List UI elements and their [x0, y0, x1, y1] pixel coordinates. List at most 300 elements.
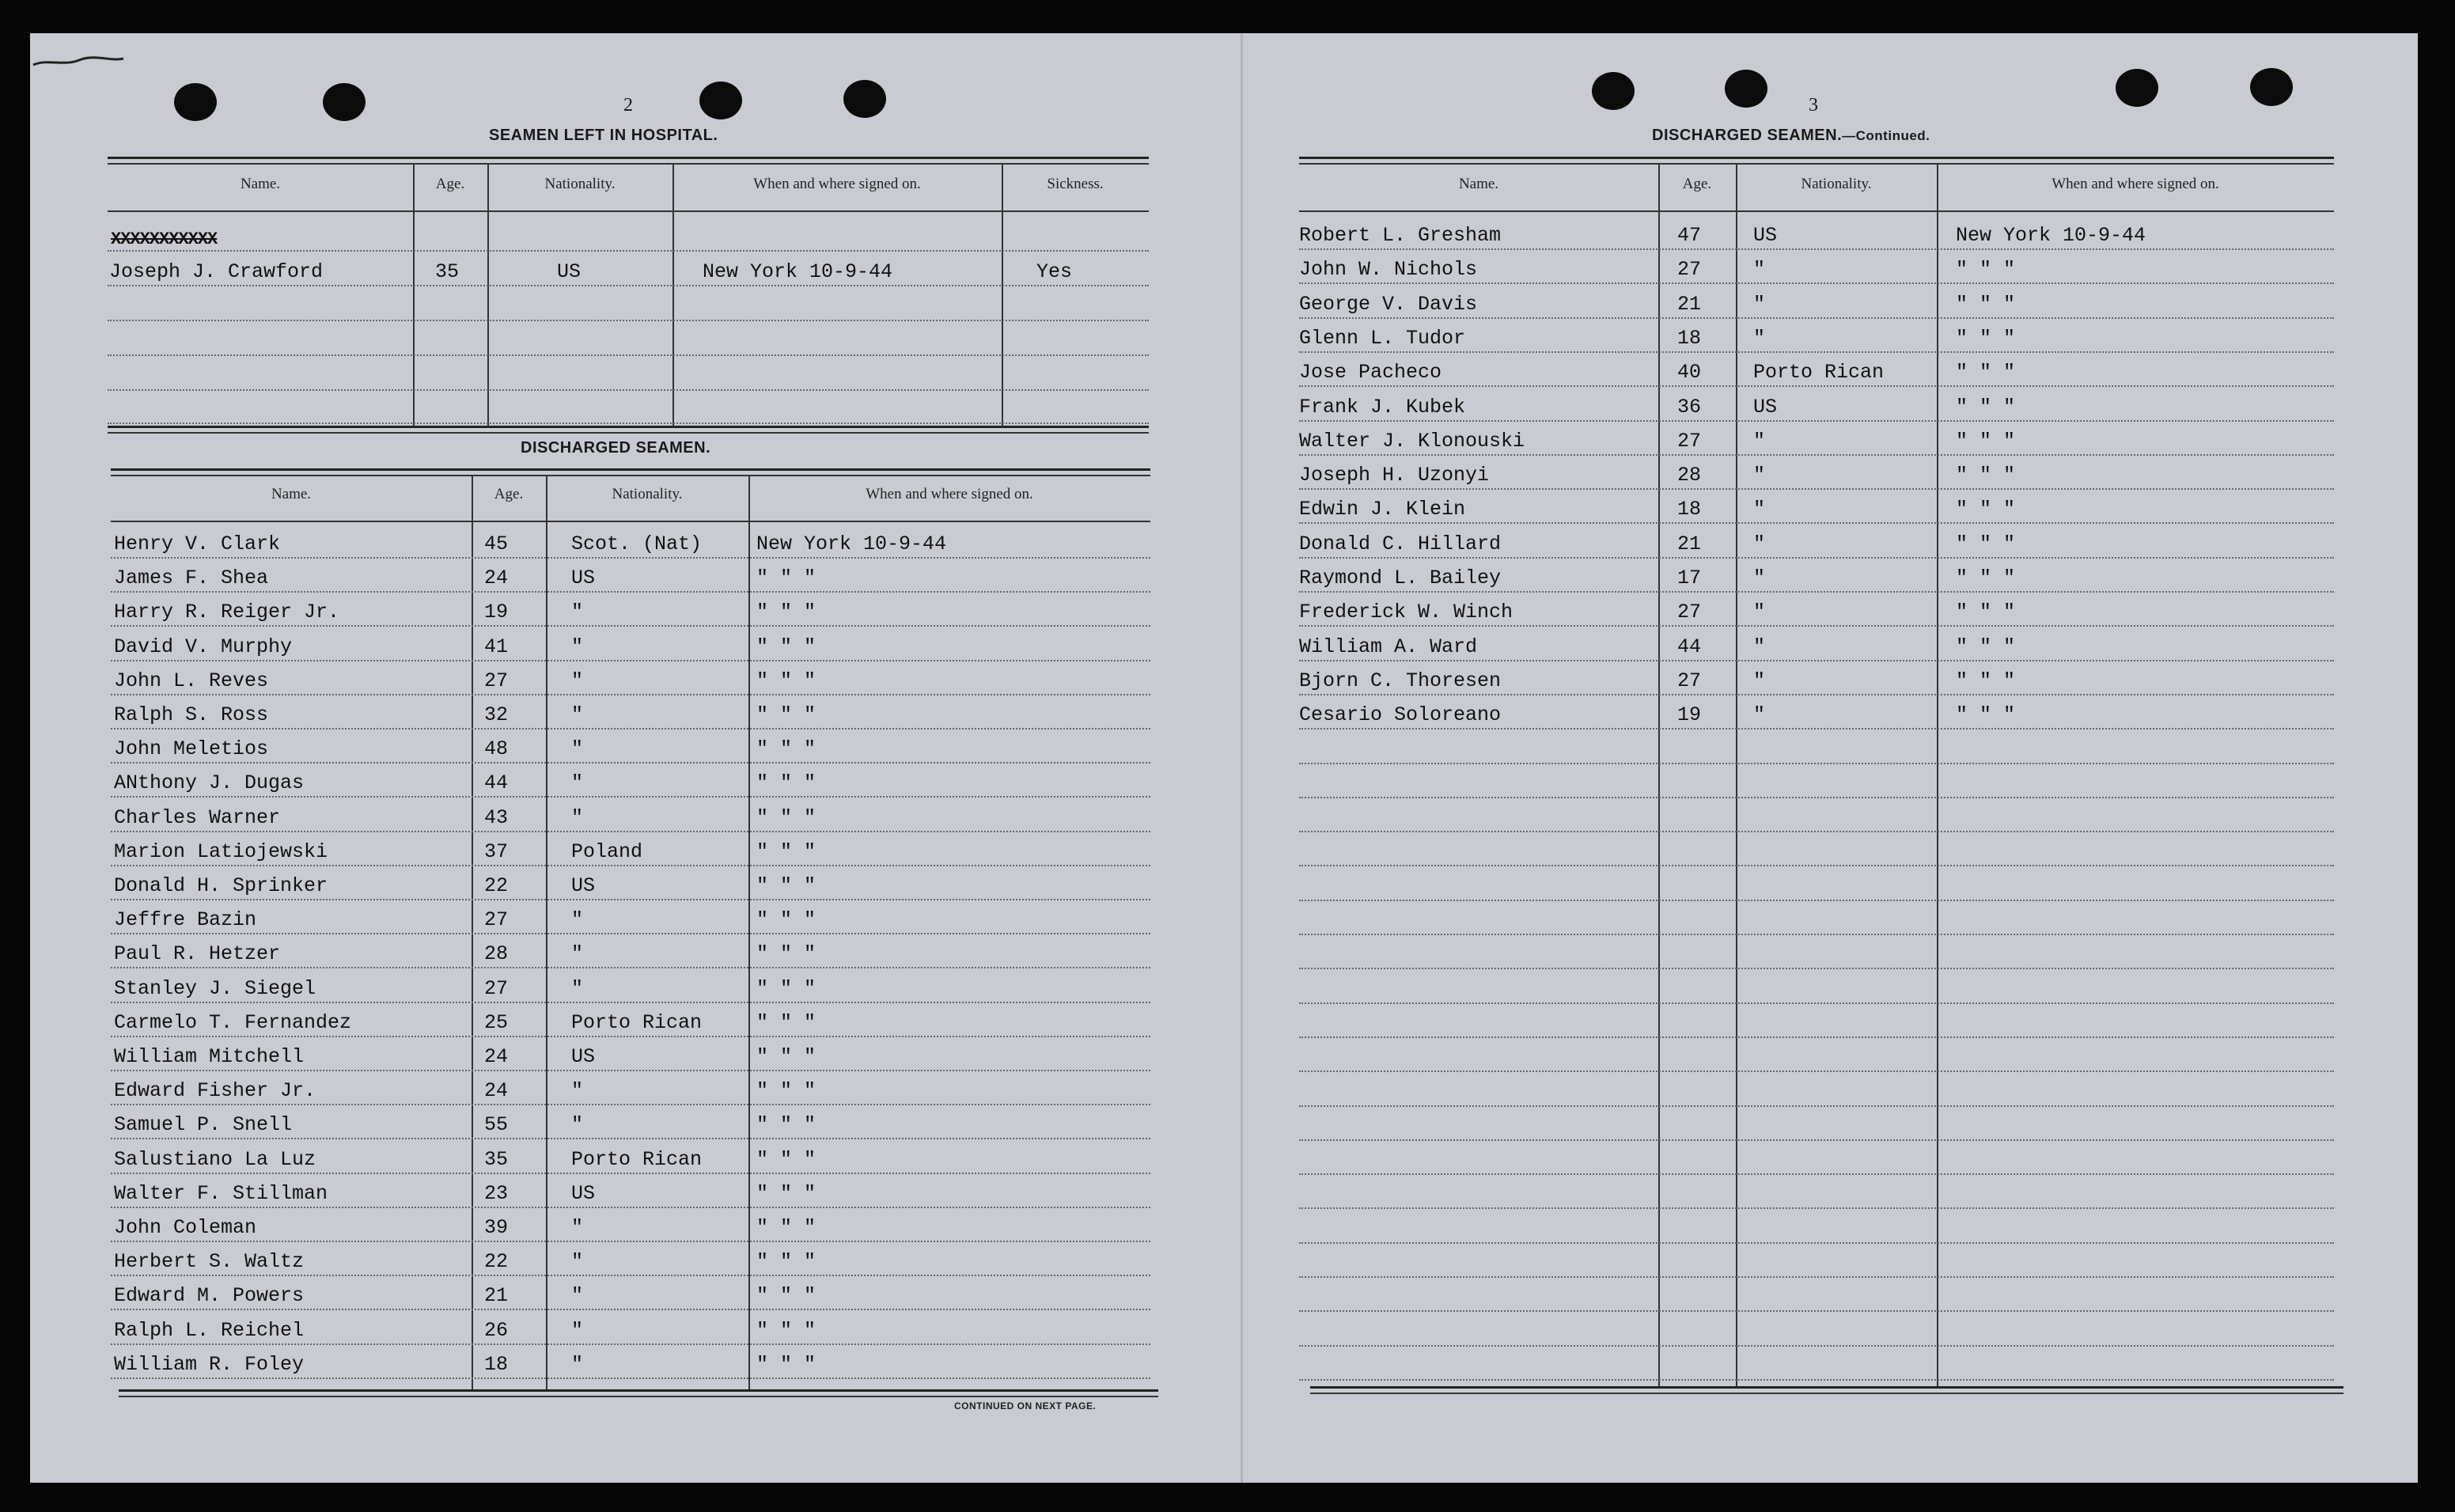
seaman-name: Harry R. Reiger Jr.	[114, 601, 340, 623]
dotted-rule	[111, 899, 1150, 900]
table-row	[1299, 763, 2334, 764]
table-row	[1299, 1207, 2334, 1209]
seaman-nationality: "	[1753, 258, 1766, 281]
seaman-name: Paul R. Hetzer	[114, 942, 281, 965]
seaman-nationality: "	[571, 977, 584, 1000]
table-row	[111, 874, 1150, 900]
table-row	[1299, 1242, 2334, 1244]
table-row	[111, 532, 1150, 559]
seaman-nationality: "	[1753, 498, 1766, 521]
signed-on: " " "	[756, 1216, 816, 1239]
seaman-age: 37	[484, 840, 509, 863]
dotted-rule	[1299, 1173, 2334, 1175]
dotted-rule	[1299, 1105, 2334, 1107]
dotted-rule	[1299, 1310, 2334, 1312]
signed-on: " " "	[1956, 464, 2016, 487]
seaman-nationality: Porto Rican	[571, 1148, 703, 1171]
seaman-nationality: "	[571, 703, 584, 726]
dotted-rule	[111, 1377, 1150, 1379]
seaman-name: Joseph J. Crawford	[109, 260, 324, 283]
dotted-rule	[111, 967, 1150, 968]
dotted-rule	[1299, 282, 2334, 284]
table-row	[1299, 1276, 2334, 1278]
table-row	[111, 737, 1150, 764]
dotted-rule	[1299, 1139, 2334, 1141]
seaman-name: Salustiano La Luz	[114, 1148, 316, 1171]
table-row	[111, 1148, 1150, 1174]
table-row	[1299, 327, 2334, 353]
punch-hole	[1592, 72, 1635, 110]
signed-on: " " "	[756, 737, 816, 760]
seaman-age: 41	[484, 635, 509, 658]
seaman-name: Cesario Soloreano	[1299, 703, 1502, 726]
seaman-age: 18	[1677, 327, 1702, 350]
table-row	[1299, 293, 2334, 319]
seaman-name: Donald C. Hillard	[1299, 532, 1502, 555]
seaman-nationality: "	[571, 601, 584, 623]
dotted-rule	[111, 1207, 1150, 1208]
seaman-nationality: US	[571, 567, 596, 589]
table-row	[111, 1319, 1150, 1345]
signed-on: " " "	[756, 908, 816, 931]
signed-on: " " "	[756, 1182, 816, 1205]
signed-on: New York 10-9-44	[1956, 224, 2146, 247]
seaman-name: Jeffre Bazin	[114, 908, 257, 931]
seaman-age: 22	[484, 1250, 509, 1273]
table-row	[111, 703, 1150, 729]
seaman-name: Edward M. Powers	[114, 1284, 305, 1307]
table-row	[108, 320, 1149, 321]
dotted-rule	[111, 831, 1150, 832]
punch-hole	[2250, 68, 2293, 106]
right-bottom-rule	[1310, 1386, 2343, 1389]
dotted-rule	[111, 865, 1150, 866]
hospital-col-line	[487, 163, 489, 427]
table-row	[111, 1045, 1150, 1071]
hospital-bottom-rule	[108, 426, 1149, 428]
seaman-age: 18	[484, 1353, 509, 1376]
seaman-age: 35	[484, 1148, 509, 1171]
discharged-continued-title-text: DISCHARGED SEAMEN.	[1652, 127, 1843, 144]
seaman-age: 39	[484, 1216, 509, 1239]
hospital-col-line	[672, 163, 674, 427]
hospital-section-title: SEAMEN LEFT IN HOSPITAL.	[489, 127, 718, 144]
table-row	[1299, 1002, 2334, 1004]
dotted-rule	[111, 796, 1150, 798]
seaman-name: John W. Nichols	[1299, 258, 1478, 281]
signed-on: " " "	[756, 806, 816, 829]
right-page	[1242, 33, 2418, 1483]
dotted-rule	[108, 389, 1149, 391]
seaman-name: Donald H. Sprinker	[114, 874, 328, 897]
dotted-rule	[111, 1036, 1150, 1037]
table-row	[1299, 464, 2334, 490]
seaman-age: 45	[484, 532, 509, 555]
table-row	[1299, 635, 2334, 661]
seaman-nationality: "	[571, 737, 584, 760]
punch-hole	[2116, 69, 2158, 107]
table-row	[1299, 968, 2334, 969]
dotted-rule	[1299, 865, 2334, 866]
signed-on: " " "	[756, 1045, 816, 1068]
seaman-nationality: "	[1753, 601, 1766, 623]
dotted-rule	[108, 320, 1149, 321]
table-row	[1299, 224, 2334, 250]
hospital-col-line	[1002, 163, 1003, 427]
hospital-header-signed-on: When and where signed on.	[753, 176, 921, 192]
seaman-age: 27	[1677, 669, 1702, 692]
signed-on: " " "	[756, 771, 816, 794]
table-row	[1299, 1071, 2334, 1072]
signed-on: " " "	[1956, 430, 2016, 453]
seaman-name: William A. Ward	[1299, 635, 1478, 658]
seaman-age: 28	[484, 942, 509, 965]
dotted-rule	[1299, 420, 2334, 422]
table-row	[1299, 669, 2334, 695]
signed-on: " " "	[756, 669, 816, 692]
dotted-rule	[1299, 385, 2334, 387]
pen-mark	[32, 52, 127, 71]
seaman-age: 24	[484, 1079, 509, 1102]
seaman-name: James F. Shea	[114, 567, 269, 589]
seaman-nationality: "	[1753, 635, 1766, 658]
dotted-rule	[1299, 831, 2334, 832]
seaman-nationality: "	[571, 669, 584, 692]
seaman-name: John Coleman	[114, 1216, 257, 1239]
punch-hole	[1725, 70, 1767, 108]
seaman-nationality: "	[571, 1319, 584, 1342]
dotted-rule	[108, 285, 1149, 286]
table-row	[1299, 865, 2334, 866]
table-row	[1299, 1310, 2334, 1312]
seaman-name: Ralph L. Reichel	[114, 1319, 305, 1342]
seaman-nationality: "	[571, 1250, 584, 1273]
seaman-nationality: "	[571, 1284, 584, 1307]
dotted-rule	[111, 694, 1150, 695]
table-row	[1299, 1173, 2334, 1175]
signed-on: " " "	[1956, 669, 2016, 692]
seaman-age: 47	[1677, 224, 1702, 247]
dotted-rule	[108, 423, 1149, 424]
continued-suffix: —Continued.	[1842, 128, 1930, 143]
table-row	[108, 423, 1149, 424]
dotted-rule	[1299, 591, 2334, 593]
table-row	[1299, 258, 2334, 284]
dotted-rule	[1299, 763, 2334, 764]
seaman-age: 21	[1677, 293, 1702, 316]
signed-on: " " "	[1956, 396, 2016, 419]
seaman-name: Raymond L. Bailey	[1299, 567, 1502, 589]
table-row	[111, 1250, 1150, 1276]
seaman-nationality: "	[1753, 567, 1766, 589]
signed-on: " " "	[756, 1148, 816, 1171]
table-row	[111, 1182, 1150, 1208]
struck-out-entry: XXXXXXXXXXX	[111, 229, 218, 249]
discharged-header-age: Age.	[494, 486, 524, 502]
seaman-nationality: Porto Rican	[571, 1011, 703, 1034]
discharged-header-signed-on: When and where signed on.	[866, 486, 1033, 502]
signed-on: " " "	[756, 1319, 816, 1342]
signed-on: " " "	[756, 1011, 816, 1034]
seaman-nationality: US	[557, 260, 582, 283]
seaman-age: 18	[1677, 498, 1702, 521]
table-row	[1299, 1036, 2334, 1038]
hospital-header-name: Name.	[240, 176, 281, 192]
dotted-rule	[1299, 1207, 2334, 1209]
dotted-rule	[1299, 1379, 2334, 1381]
seaman-age: 25	[484, 1011, 509, 1034]
dotted-rule	[111, 933, 1150, 934]
discharged-top-rule-2	[111, 475, 1150, 476]
dotted-rule	[111, 1070, 1150, 1071]
seaman-age: 27	[1677, 601, 1702, 623]
hospital-bottom-rule-2	[108, 432, 1149, 434]
dotted-rule	[1299, 728, 2334, 729]
seaman-nationality: Porto Rican	[1753, 361, 1885, 384]
dotted-rule	[111, 1138, 1150, 1139]
page-gutter	[1241, 33, 1243, 1483]
dotted-rule	[1299, 1276, 2334, 1278]
right-header-age: Age.	[1682, 176, 1712, 192]
signed-on: " " "	[756, 1079, 816, 1102]
seaman-nationality: "	[571, 908, 584, 931]
table-row	[111, 806, 1150, 832]
dotted-rule	[1299, 660, 2334, 661]
seaman-name: Frederick W. Winch	[1299, 601, 1514, 623]
punch-hole	[323, 83, 366, 121]
seaman-nationality: Scot. (Nat)	[571, 532, 703, 555]
seaman-age: 22	[484, 874, 509, 897]
right-top-rule-2	[1299, 163, 2334, 165]
table-row	[108, 389, 1149, 391]
table-row	[111, 840, 1150, 866]
seaman-name: Walter J. Klonouski	[1299, 430, 1525, 453]
dotted-rule	[1299, 625, 2334, 627]
seaman-age: 26	[484, 1319, 509, 1342]
seaman-name: Charles Warner	[114, 806, 281, 829]
seaman-age: 44	[484, 771, 509, 794]
table-row	[1299, 567, 2334, 593]
page-number: 2	[623, 95, 633, 116]
dotted-rule	[1299, 1002, 2334, 1004]
signed-on: " " "	[1956, 532, 2016, 555]
dotted-rule	[1299, 934, 2334, 935]
signed-on: " " "	[756, 1113, 816, 1136]
seaman-age: 19	[484, 601, 509, 623]
seaman-nationality: "	[571, 1079, 584, 1102]
signed-on: " " "	[756, 703, 816, 726]
table-row	[111, 1216, 1150, 1242]
discharged-bottom-rule	[119, 1389, 1158, 1392]
seaman-age: 44	[1677, 635, 1702, 658]
signed-on: " " "	[756, 977, 816, 1000]
dotted-rule	[111, 1309, 1150, 1310]
dotted-rule	[111, 1173, 1150, 1174]
table-row	[1299, 831, 2334, 832]
seaman-nationality: US	[571, 874, 596, 897]
seaman-nationality: "	[1753, 464, 1766, 487]
dotted-rule	[1299, 351, 2334, 353]
table-row	[1299, 430, 2334, 456]
seaman-age: 48	[484, 737, 509, 760]
hospital-header-age: Age.	[435, 176, 465, 192]
seaman-nationality: US	[571, 1182, 596, 1205]
seaman-age: 23	[484, 1182, 509, 1205]
seaman-nationality: "	[1753, 532, 1766, 555]
right-header-nationality: Nationality.	[1801, 176, 1872, 192]
seaman-name: Stanley J. Siegel	[114, 977, 316, 1000]
signed-on: " " "	[1956, 293, 2016, 316]
signed-on: New York 10-9-44	[756, 532, 947, 555]
seaman-age: 27	[484, 669, 509, 692]
seaman-nationality: "	[1753, 430, 1766, 453]
discharged-bottom-rule-2	[119, 1396, 1158, 1397]
table-row	[1299, 797, 2334, 798]
seaman-name: Marion Latiojewski	[114, 840, 328, 863]
punch-hole	[843, 80, 886, 118]
signed-on: " " "	[1956, 361, 2016, 384]
seaman-name: Bjorn C. Thoresen	[1299, 669, 1502, 692]
seaman-age: 21	[484, 1284, 509, 1307]
signed-on: " " "	[756, 874, 816, 897]
signed-on: " " "	[756, 567, 816, 589]
hospital-top-rule	[108, 157, 1149, 159]
sickness: Yes	[1036, 260, 1073, 283]
signed-on: " " "	[1956, 258, 2016, 281]
seaman-age: 55	[484, 1113, 509, 1136]
dotted-rule	[111, 728, 1150, 729]
table-row	[1299, 396, 2334, 422]
seaman-name: William Mitchell	[114, 1045, 305, 1068]
seaman-nationality: Poland	[571, 840, 643, 863]
hospital-header-rule	[108, 210, 1149, 212]
table-row	[111, 635, 1150, 661]
seaman-age: 28	[1677, 464, 1702, 487]
dotted-rule	[111, 557, 1150, 559]
seaman-name: Jose Pacheco	[1299, 361, 1442, 384]
seaman-age: 32	[484, 703, 509, 726]
table-row	[111, 1113, 1150, 1139]
seaman-name: John L. Reves	[114, 669, 269, 692]
dotted-rule	[111, 1275, 1150, 1276]
seaman-nationality: "	[571, 1216, 584, 1239]
right-header-name: Name.	[1458, 176, 1499, 192]
seaman-name: Edward Fisher Jr.	[114, 1079, 316, 1102]
dotted-rule	[111, 660, 1150, 661]
discharged-section-title: DISCHARGED SEAMEN.	[521, 439, 711, 457]
seaman-nationality: "	[1753, 293, 1766, 316]
right-bottom-rule-2	[1310, 1393, 2343, 1394]
seaman-name: Ralph S. Ross	[114, 703, 269, 726]
seaman-name: George V. Davis	[1299, 293, 1478, 316]
right-col-line	[1736, 163, 1737, 1388]
right-header-signed-on: When and where signed on.	[2052, 176, 2219, 192]
table-row	[111, 977, 1150, 1003]
seaman-name: Herbert S. Waltz	[114, 1250, 305, 1273]
dotted-rule	[1299, 454, 2334, 456]
seaman-age: 24	[484, 1045, 509, 1068]
hospital-header-nationality: Nationality.	[544, 176, 616, 192]
seaman-name: Frank J. Kubek	[1299, 396, 1466, 419]
seaman-age: 21	[1677, 532, 1702, 555]
dotted-rule	[111, 1343, 1150, 1345]
seaman-age: 27	[1677, 258, 1702, 281]
dotted-rule	[108, 250, 1149, 252]
right-header-rule	[1299, 210, 2334, 212]
table-row	[1299, 498, 2334, 524]
table-row	[108, 250, 1149, 252]
discharged-top-rule	[111, 468, 1150, 471]
dotted-rule	[111, 625, 1150, 627]
table-row	[1299, 1139, 2334, 1141]
dotted-rule	[1299, 968, 2334, 969]
table-row	[111, 942, 1150, 968]
seaman-age: 19	[1677, 703, 1702, 726]
seaman-age: 27	[484, 977, 509, 1000]
hospital-top-rule-2	[108, 163, 1149, 165]
signed-on: " " "	[1956, 635, 2016, 658]
seaman-name: David V. Murphy	[114, 635, 293, 658]
seaman-name: Carmelo T. Fernandez	[114, 1011, 352, 1034]
seaman-name: Henry V. Clark	[114, 532, 281, 555]
signed-on: " " "	[756, 635, 816, 658]
dotted-rule	[1299, 557, 2334, 559]
signed-on: " " "	[1956, 601, 2016, 623]
dotted-rule	[111, 1002, 1150, 1003]
right-col-line	[1658, 163, 1660, 1388]
signed-on: " " "	[756, 840, 816, 863]
hospital-col-line	[413, 163, 415, 427]
page-number: 3	[1809, 95, 1818, 116]
dotted-rule	[1299, 900, 2334, 901]
seaman-nationality: "	[571, 1113, 584, 1136]
seaman-nationality: "	[571, 806, 584, 829]
dotted-rule	[111, 762, 1150, 764]
seaman-name: Robert L. Gresham	[1299, 224, 1502, 247]
seaman-age: 40	[1677, 361, 1702, 384]
seaman-nationality: "	[1753, 669, 1766, 692]
table-row	[111, 771, 1150, 798]
table-row	[111, 601, 1150, 627]
dotted-rule	[1299, 1242, 2334, 1244]
seaman-age: 24	[484, 567, 509, 589]
discharged-continued-title	[1652, 127, 1930, 145]
signed-on: " " "	[1956, 498, 2016, 521]
table-row	[111, 1011, 1150, 1037]
seaman-nationality: US	[1753, 396, 1778, 419]
right-col-line	[1937, 163, 1938, 1388]
table-row	[1299, 1105, 2334, 1107]
seaman-name: Glenn L. Tudor	[1299, 327, 1466, 350]
seaman-age: 17	[1677, 567, 1702, 589]
table-row	[108, 260, 1149, 286]
table-row	[108, 354, 1149, 356]
dotted-rule	[1299, 1345, 2334, 1347]
table-row	[1299, 1379, 2334, 1381]
dotted-rule	[1299, 317, 2334, 319]
seaman-nationality: "	[571, 1353, 584, 1376]
hospital-header-sickness: Sickness.	[1047, 176, 1104, 192]
signed-on: " " "	[756, 1353, 816, 1376]
table-row	[1299, 703, 2334, 729]
seaman-nationality: US	[1753, 224, 1778, 247]
table-row	[1299, 1345, 2334, 1347]
continued-note: CONTINUED ON NEXT PAGE.	[954, 1400, 1097, 1412]
dotted-rule	[1299, 248, 2334, 250]
punch-hole	[174, 83, 217, 121]
table-row	[111, 1284, 1150, 1310]
discharged-header-nationality: Nationality.	[612, 486, 683, 502]
